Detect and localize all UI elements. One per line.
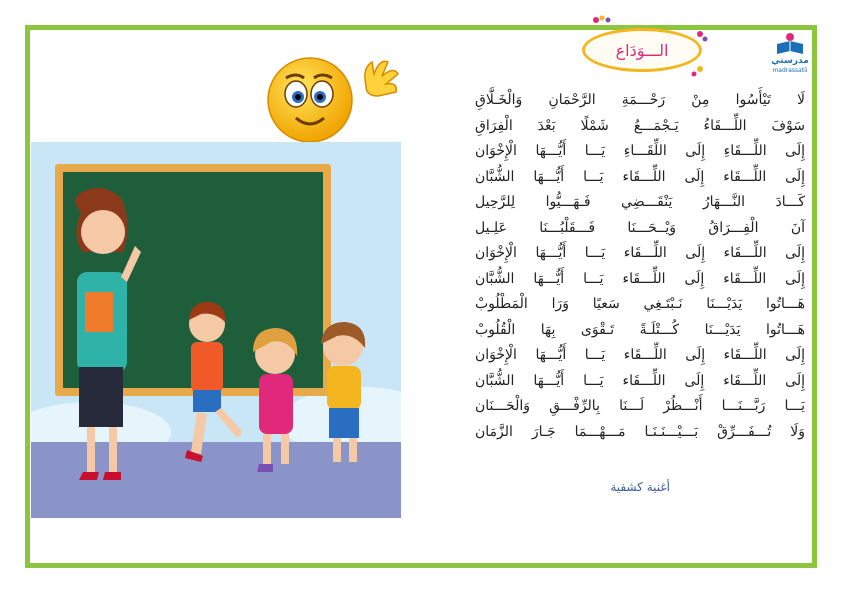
classroom-illustration bbox=[31, 142, 401, 518]
song-credit: أغنية كشفية bbox=[610, 480, 670, 494]
poem-line: إِلَى اللِّـــقَاء إِلَى اللِّـــقَاء يَـــا أَيُّـــهَا الْإِخْوَان bbox=[475, 245, 805, 261]
poem bbox=[475, 88, 805, 445]
poem-line: سَوْفَ اللِّـــقَاءُ يَـجْمَـــعُ شَمْلًا بَعْدَ الْفِرَاقِ bbox=[475, 117, 805, 134]
poem-line: هَـــاتُوا يَدَيْـــنَا كُـــتْلَـةً تَـقْوَى بِهَا الْقُلُوبْ bbox=[475, 321, 805, 338]
poem-line: هَـــاتُوا يَدَيْـــنَا نَـبْتَـغِي سَعيًا وَرَا الْمَطْلُوبْ bbox=[475, 296, 805, 312]
poem-line: يَـــا رَبَّـــنَـــا أَنْـــظُرْ لَـــنَا بِالرِّفْـــقِ وَالْحَـــنَان bbox=[475, 398, 805, 414]
page-title: الـــوَدَاع bbox=[615, 40, 669, 60]
logo-subtext: madrassatii bbox=[772, 67, 808, 74]
poem-line: إِلَى اللِّـــقَاء إِلَى اللِّـــقَاء يَـــا أَيُّـــهَا الْإِخْوَان bbox=[475, 347, 805, 363]
poem-line: كَـــادَ النَّـــهَارُ يَنْقَـــضِي فَـهَـــيُّوا لِلرَّحِيل bbox=[475, 194, 805, 210]
poem-line: وَلَا تُـــفَـــرِّقْ بَـــيْـــنَـنَـا مَـــهْـــمَا جَـارَ الزَّمَان bbox=[475, 423, 805, 440]
title-oval bbox=[582, 28, 702, 72]
logo-text: مدرستي bbox=[771, 56, 809, 66]
poem-line: إِلَى اللِّـــقَاءِ إِلَى اللِّقَـــاءِ يَـــا أَيُّـــهَا الْإِخْوَان bbox=[475, 143, 805, 159]
poem-line: آنَ الْفِـــرَاقُ وَيْــحَـــنَا فَـــقَلْبُـــنَا عَلِـيل bbox=[475, 219, 805, 236]
poem-line: إِلَى اللِّـــقَاء إِلَى اللِّـــقَاء يَـــا أَيُّـــهَا الشُّبَّان bbox=[475, 168, 805, 185]
poem-line: لَا تَيْأَسُوا مِنْ رَحْـــمَةِ الرَّحْمَانِ وَالْخَـلَّاقِ bbox=[475, 92, 805, 108]
poem-line: إِلَى اللِّـــقَاء إِلَى اللِّـــقَاء يَـــا أَيُّـــهَا الشُّبَّان bbox=[475, 270, 805, 287]
waving-smiley-icon bbox=[262, 52, 412, 152]
madrassatii-logo bbox=[765, 32, 815, 78]
poem-line: إِلَى اللِّـــقَاء إِلَى اللِّـــقَاء يَـــا أَيُّـــهَا الشُّبَّان bbox=[475, 372, 805, 389]
book-icon bbox=[765, 32, 815, 56]
